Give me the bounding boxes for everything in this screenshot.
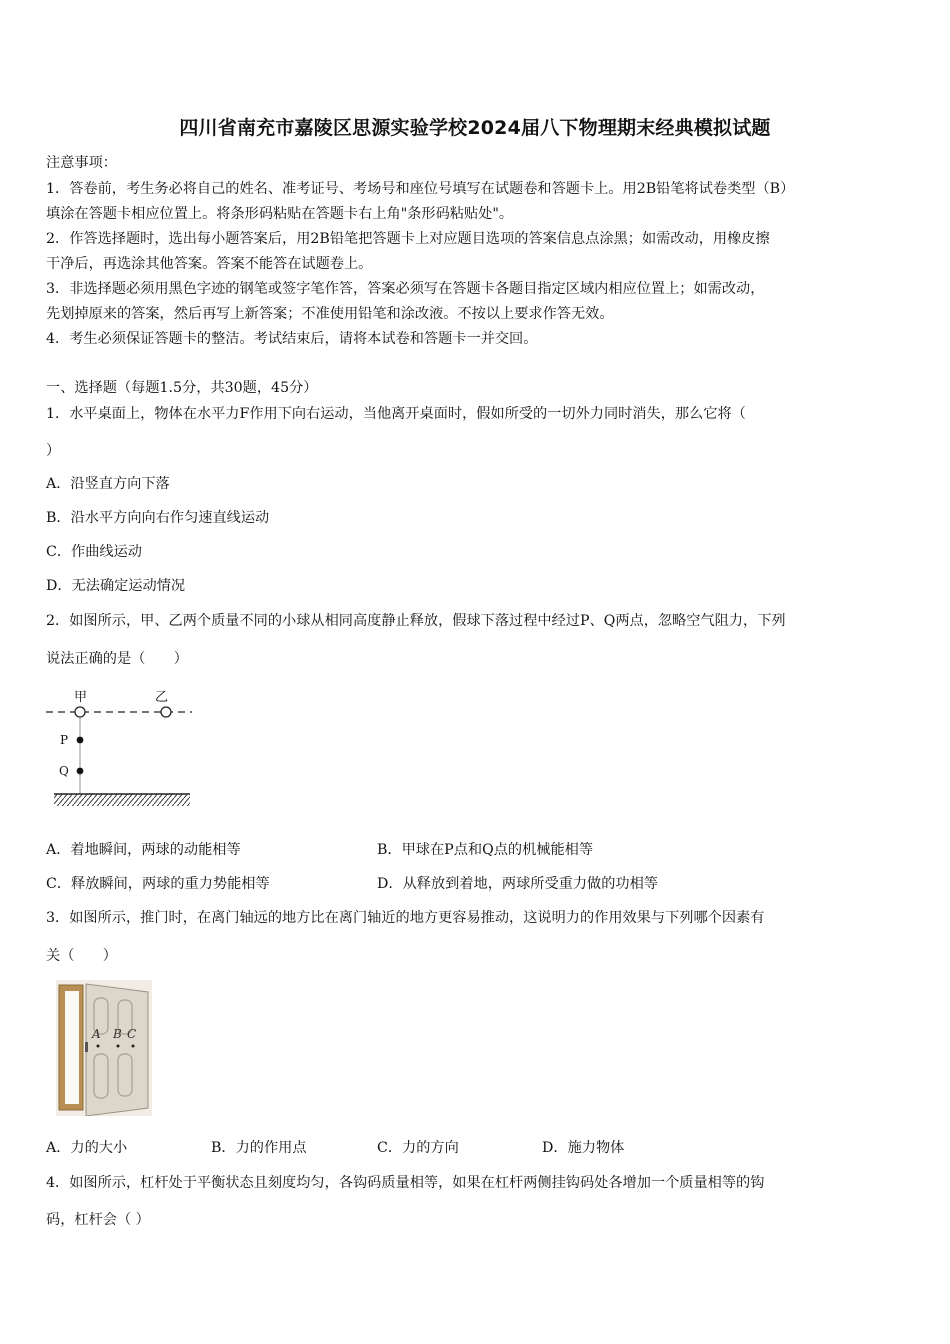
q3-option-b: B．力的作用点 — [211, 1140, 307, 1156]
q3-option-d: D．施力物体 — [542, 1140, 625, 1156]
notice-line-3: 2．作答选择题时，选出每小题答案后，用2B铅笔把答题卡上对应题目选项的答案信息点涂黑；如需改动，用橡皮擦 — [46, 231, 770, 247]
label-a: A — [92, 1027, 101, 1041]
point-b-dot — [117, 1045, 120, 1048]
section-heading: 一、选择题（每题1.5分，共30题，45分） — [46, 380, 318, 396]
q3-stem-line-2: 关（ ） — [46, 948, 117, 964]
ball-jia — [75, 707, 85, 717]
q2-option-d: D．从释放到着地，两球所受重力做的功相等 — [377, 876, 658, 892]
label-yi: 乙 — [155, 690, 169, 705]
q1-stem-line-2: ） — [46, 443, 61, 459]
q3-option-a: A．力的大小 — [46, 1140, 128, 1156]
q3-stem-line-1: 3．如图所示，推门时，在离门轴远的地方比在离门轴近的地方更容易推动，这说明力的作用效果与下列哪个因素有 — [46, 910, 765, 926]
q1-option-c: C．作曲线运动 — [46, 544, 142, 560]
point-c-dot — [132, 1045, 135, 1048]
q2-stem-line-1: 2．如图所示，甲、乙两个质量不同的小球从相同高度静止释放，假球下落过程中经过P、Q两点，忽略空气阻力，下列 — [46, 613, 786, 629]
notice-line-7: 4．考生必须保证答题卡的整洁。考试结束后，请将本试卷和答题卡一并交回。 — [46, 331, 538, 347]
point-p-dot — [77, 737, 84, 744]
q1-option-a: A．沿竖直方向下落 — [46, 476, 170, 492]
door-opening — [65, 991, 79, 1104]
q2-option-b: B．甲球在P点和Q点的机械能相等 — [377, 842, 594, 858]
label-c: C — [127, 1027, 137, 1041]
label-q: Q — [59, 764, 69, 778]
q2-option-c: C．释放瞬间，两球的重力势能相等 — [46, 876, 270, 892]
q2-option-a: A．着地瞬间，两球的动能相等 — [46, 842, 241, 858]
notice-line-5: 3．非选择题必须用黑色字迹的钢笔或签字笔作答，答案必须写在答题卡各题目指定区域内相应位置上；如需改动， — [46, 281, 765, 297]
q3-option-c: C．力的方向 — [377, 1140, 459, 1156]
notice-line-2: 填涂在答题卡相应位置上。将条形码粘贴在答题卡右上角"条形码粘贴处"。 — [46, 206, 514, 222]
notice-line-4: 干净后，再选涂其他答案。答案不能答在试题卷上。 — [46, 256, 373, 272]
q4-stem-line-1: 4．如图所示，杠杆处于平衡状态且刻度均匀，各钩码质量相等，如果在杠杆两侧挂钩码处各增加一个质量相等的钩 — [46, 1175, 765, 1191]
point-a-dot — [97, 1045, 100, 1048]
ball-yi — [161, 707, 171, 717]
notice-line-6: 先划掉原来的答案，然后再写上新答案；不准使用铅笔和涂改液。不按以上要求作答无效。 — [46, 306, 614, 322]
ground-hatch — [54, 794, 190, 806]
page-title: 四川省南充市嘉陵区思源实验学校2024届八下物理期末经典模拟试题 — [179, 117, 771, 139]
door-hinge — [85, 1042, 88, 1052]
notice-heading: 注意事项： — [46, 155, 117, 171]
q1-stem-line-1: 1．水平桌面上，物体在水平力F作用下向右运动，当他离开桌面时，假如所受的一切外力同时消失，那么它将（ — [46, 406, 746, 422]
q1-option-d: D．无法确定运动情况 — [46, 578, 186, 594]
q4-stem-line-2: 码，杠杆会（ ） — [46, 1212, 150, 1228]
q2-stem-line-2: 说法正确的是（ ） — [46, 651, 188, 667]
falling-balls-figure — [44, 684, 196, 812]
label-b: B — [113, 1027, 122, 1041]
point-q-dot — [77, 768, 84, 775]
q1-option-b: B．沿水平方向向右作匀速直线运动 — [46, 510, 270, 526]
label-jia: 甲 — [74, 690, 88, 705]
notice-line-1: 1．答卷前，考生务必将自己的姓名、准考证号、考场号和座位号填写在试题卷和答题卡上。用2B铅笔将试卷类型（B） — [46, 181, 795, 197]
label-p: P — [60, 733, 69, 747]
door-figure — [56, 980, 152, 1116]
